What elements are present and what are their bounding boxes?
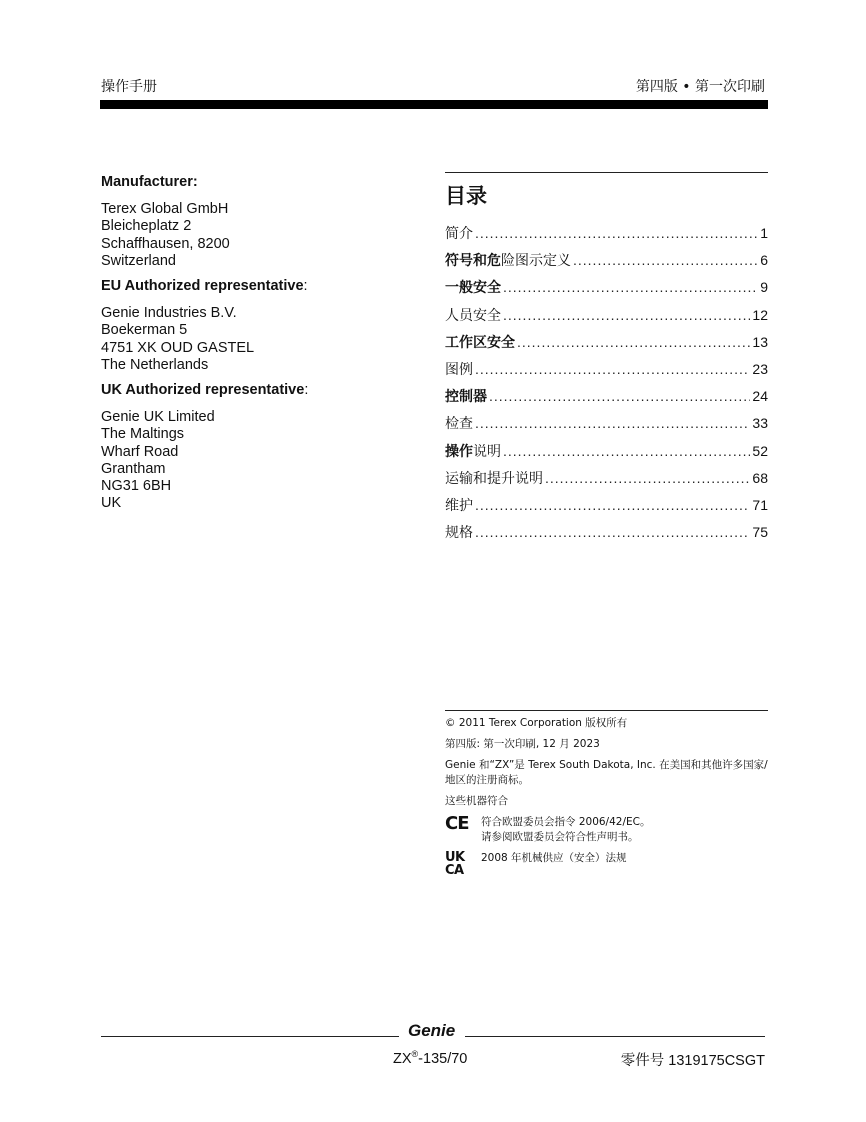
toc-item-label-bold: 控制器 <box>445 389 487 406</box>
address-line: 4751 XK OUD GASTEL <box>101 339 255 356</box>
toc-item-label-regular: 运输和提升说明 <box>445 470 543 487</box>
ce-text-line: 请参阅欧盟委员会符合性声明书。 <box>481 831 639 843</box>
toc-item[interactable] <box>445 250 768 277</box>
toc-leader-dots <box>573 252 758 268</box>
toc-item-page: 68 <box>752 469 768 486</box>
uk-rep-address <box>101 409 401 512</box>
address-line: Wharf Road <box>101 443 179 460</box>
ce-text <box>481 815 650 845</box>
ce-mark-icon: CE <box>445 813 469 834</box>
uk-rep-label-text: UK Authorized representative <box>101 382 305 399</box>
toc-item-label-regular: 图例 <box>445 361 473 378</box>
toc-item-page: 52 <box>752 442 768 459</box>
toc-item[interactable] <box>445 332 768 359</box>
ukca-mark-icon <box>445 851 473 877</box>
address-line: Bleicheplatz 2 <box>101 218 192 235</box>
toc-item-label <box>445 468 543 488</box>
eu-rep-label <box>101 278 401 295</box>
footer-part-number <box>621 1049 765 1070</box>
toc-leader-dots <box>475 497 750 513</box>
ce-row <box>445 815 768 845</box>
toc-item-page: 1 <box>760 225 768 241</box>
toc-item[interactable] <box>445 413 768 440</box>
address-line: Genie UK Limited <box>101 409 215 426</box>
edition-text: 第四版: 第一次印刷, 12 月 2023 <box>445 738 600 750</box>
toc-item-page: 12 <box>752 306 768 323</box>
address-line: UK <box>101 495 122 512</box>
header-rule <box>100 100 768 109</box>
footer-model <box>393 1049 467 1067</box>
toc-item-label-regular: 险图示定义 <box>501 253 571 270</box>
registered-mark: ® <box>411 1049 419 1059</box>
toc-leader-dots <box>517 334 750 350</box>
part-label: 零件号 <box>620 1053 665 1069</box>
toc-item-page: 13 <box>752 333 768 350</box>
toc-item-label-bold: 符号和危 <box>445 253 501 270</box>
address-line: Boekerman 5 <box>101 322 188 339</box>
footer-rule-right <box>465 1036 765 1037</box>
address-line: Terex Global GmbH <box>101 201 229 218</box>
toc-leader-dots <box>545 470 750 486</box>
toc-item-label <box>445 250 571 270</box>
ukca-text: 2008 年机械供应（安全）法规 <box>481 852 627 864</box>
toc-leader-dots <box>503 443 750 459</box>
toc-item-label <box>445 359 473 379</box>
legal-block <box>445 710 768 877</box>
address-line: Schaffhausen, 8200 <box>101 235 230 252</box>
toc-item-label-regular: 检查 <box>445 416 473 433</box>
ukca-row <box>445 851 768 877</box>
toc-item-page: 24 <box>752 388 768 405</box>
header-edition: 第四版 • 第一次印刷 <box>635 79 765 95</box>
toc-item-page: 9 <box>760 279 768 296</box>
toc-item-label <box>445 441 501 461</box>
toc-item-label-regular: 人员安全 <box>445 307 501 324</box>
toc-item[interactable] <box>445 522 768 549</box>
toc-leader-dots <box>503 279 758 295</box>
address-line: NG31 6BH <box>101 478 172 495</box>
toc-leader-dots <box>503 307 750 323</box>
toc-item-label <box>445 413 473 433</box>
toc-item-page: 33 <box>752 415 768 432</box>
toc-leader-dots <box>475 415 750 431</box>
toc-item[interactable] <box>445 386 768 413</box>
header-manual-title: 操作手册 <box>101 79 157 95</box>
ce-text-line: 符合欧盟委员会指令 2006/42/EC。 <box>481 816 651 828</box>
genie-logo: Genie <box>408 1021 456 1040</box>
toc-list <box>445 223 768 549</box>
toc-item[interactable] <box>445 441 768 468</box>
toc-leader-dots <box>475 225 758 241</box>
toc-leader-dots <box>475 524 750 540</box>
manufacturer-label: Manufacturer: <box>101 174 198 190</box>
model-prefix: ZX <box>393 1050 412 1067</box>
legal-rule <box>445 710 768 711</box>
address-line: Switzerland <box>101 252 176 269</box>
ukca-mark-bottom: CA <box>445 863 464 878</box>
toc-item[interactable] <box>445 277 768 304</box>
address-line: Genie Industries B.V. <box>101 305 237 322</box>
uk-rep-colon: : <box>304 382 309 399</box>
toc-item[interactable] <box>445 305 768 332</box>
toc-item-label <box>445 386 487 406</box>
toc-item-label-regular: 维护 <box>445 497 473 514</box>
uk-rep-label <box>101 382 401 399</box>
toc-item[interactable] <box>445 468 768 495</box>
toc-rule <box>445 172 768 173</box>
toc-leader-dots <box>489 388 750 404</box>
ukca-mark-top: UK <box>445 850 465 865</box>
toc-item[interactable] <box>445 223 768 250</box>
toc-item-page: 71 <box>752 496 768 513</box>
copyright-text: © 2011 Terex Corporation 版权所有 <box>445 717 628 729</box>
toc-item-label-regular: 简介 <box>445 226 473 242</box>
toc-item-page: 6 <box>760 252 768 269</box>
toc-item-label <box>445 332 515 352</box>
toc-item-label <box>445 495 473 515</box>
part-number: 1319175CSGT <box>668 1053 765 1069</box>
toc-title: 目录 <box>445 184 487 208</box>
eu-rep-colon: : <box>303 278 308 295</box>
address-line: Grantham <box>101 460 166 477</box>
toc-item-label-bold: 一般安全 <box>445 280 501 297</box>
address-line: The Netherlands <box>101 356 209 373</box>
toc-leader-dots <box>475 361 750 377</box>
toc-item-label <box>445 305 501 325</box>
toc-item-label <box>445 223 473 243</box>
toc-item[interactable] <box>445 495 768 522</box>
toc-item-label-regular: 规格 <box>445 525 473 542</box>
model-suffix: -135/70 <box>418 1050 468 1067</box>
eu-rep-address <box>101 305 401 374</box>
toc-item[interactable] <box>445 359 768 386</box>
table-of-contents <box>445 172 768 549</box>
address-column <box>101 174 401 520</box>
toc-item-page: 75 <box>752 524 768 541</box>
address-line: The Maltings <box>101 426 185 443</box>
trademark-text: Genie 和“ZX”是 Terex South Dakota, Inc. 在美国和其他许多国家/地区的注册商标。 <box>445 759 768 786</box>
toc-item-label-regular: 说明 <box>473 443 501 460</box>
eu-rep-label-text: EU Authorized representative <box>101 278 304 295</box>
conformity-text: 这些机器符合 <box>445 795 508 807</box>
manufacturer-address <box>101 201 401 270</box>
footer-rule-left <box>101 1036 399 1037</box>
toc-item-label <box>445 277 501 297</box>
toc-item-label-bold: 工作区安全 <box>445 334 515 351</box>
toc-item-label-bold: 操作 <box>445 443 473 460</box>
toc-item-label <box>445 522 473 542</box>
toc-item-page: 23 <box>752 360 768 377</box>
